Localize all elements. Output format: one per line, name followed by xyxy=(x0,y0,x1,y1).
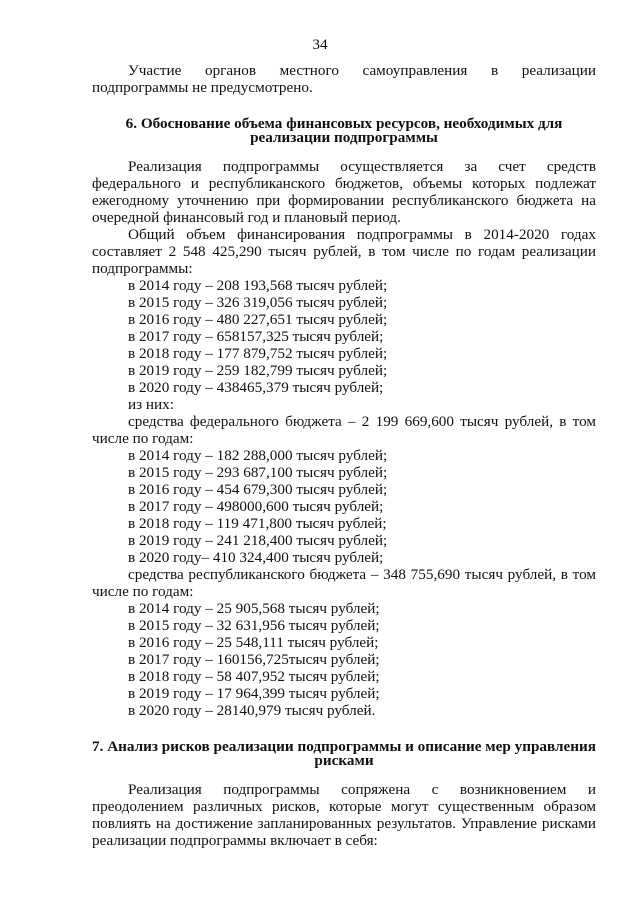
republic-by-year-list xyxy=(92,600,596,719)
list-item: в 2017 году – 498000,600 тысяч рублей; xyxy=(128,498,384,515)
list-item: в 2020 году – 438465,379 тысяч рублей; xyxy=(128,379,384,396)
list-item: в 2019 году – 17 964,399 тысяч рублей; xyxy=(128,685,380,702)
section-6-heading-line-1: 6. Обоснование объема финансовых ресурсов, необходимых для xyxy=(125,115,563,132)
page-number: 34 xyxy=(312,36,328,53)
list-item: в 2015 году – 326 319,056 тысяч рублей; xyxy=(128,294,388,311)
list-item: в 2020 году– 410 324,400 тысяч рублей; xyxy=(128,549,384,566)
iz-nih-label: из них: xyxy=(128,396,174,413)
list-item: в 2018 году – 119 471,800 тысяч рублей; xyxy=(128,515,387,532)
list-item: в 2015 году – 32 631,956 тысяч рублей; xyxy=(128,617,380,634)
intro-paragraph: Участие органов местного самоуправления в реализации подпрограммы не предусмотрено. xyxy=(92,62,596,96)
section-6-paragraph-2: Общий объем финансирования подпрограммы в 2014-2020 годах составляет 2 548 425,290 тысяч рублей, в том числе по годам реализации подпрограммы: xyxy=(92,226,596,277)
federal-budget-paragraph: средства федерального бюджета – 2 199 669,600 тысяч рублей, в том числе по годам: xyxy=(92,413,596,447)
list-item: в 2020 году – 28140,979 тысяч рублей. xyxy=(128,702,376,719)
list-item: в 2014 году – 208 193,568 тысяч рублей; xyxy=(128,277,388,294)
federal-by-year-list xyxy=(92,447,596,566)
section-6 xyxy=(92,117,596,719)
section-7-paragraph-1: Реализация подпрограммы сопряжена с возникновением и преодолением различных рисков, которые могут существенным образом повлиять на достижение запланированных результатов. Управление рисками реализации подпрограммы включает в себя: xyxy=(92,781,596,849)
section-7-heading-line-2: рисками xyxy=(314,752,374,769)
section-6-paragraph-1: Реализация подпрограммы осуществляется за счет средств федерального и республиканского бюджетов, объемы которых подлежат ежегодному уточнению при формировании республиканского бюджета на очередной финансовый год и плановый период. xyxy=(92,158,596,226)
list-item: в 2014 году – 25 905,568 тысяч рублей; xyxy=(128,600,380,617)
list-item: в 2018 году – 58 407,952 тысяч рублей; xyxy=(128,668,380,685)
list-item: в 2016 году – 454 679,300 тысяч рублей; xyxy=(128,481,388,498)
list-item: в 2017 году – 658157,325 тысяч рублей; xyxy=(128,328,384,345)
list-item: в 2018 году – 177 879,752 тысяч рублей; xyxy=(128,345,388,362)
section-7-heading-line-1: 7. Анализ рисков реализации подпрограммы и описание мер управления xyxy=(92,738,596,755)
list-item: в 2019 году – 259 182,799 тысяч рублей; xyxy=(128,362,388,379)
list-item: в 2015 году – 293 687,100 тысяч рублей; xyxy=(128,464,388,481)
list-item: в 2017 году – 160156,725тысяч рублей; xyxy=(128,651,380,668)
section-7 xyxy=(92,740,596,849)
republic-budget-paragraph: средства республиканского бюджета – 348 755,690 тысяч рублей, в том числе по годам: xyxy=(92,566,596,600)
list-item: в 2014 году – 182 288,000 тысяч рублей; xyxy=(128,447,388,464)
list-item: в 2016 году – 25 548,111 тысяч рублей; xyxy=(128,634,379,651)
section-6-heading-line-2: реализации подпрограммы xyxy=(250,129,438,146)
list-item: в 2016 году – 480 227,651 тысяч рублей; xyxy=(128,311,388,328)
list-item: в 2019 году – 241 218,400 тысяч рублей; xyxy=(128,532,388,549)
document-body xyxy=(92,62,596,849)
total-by-year-list xyxy=(92,277,596,396)
